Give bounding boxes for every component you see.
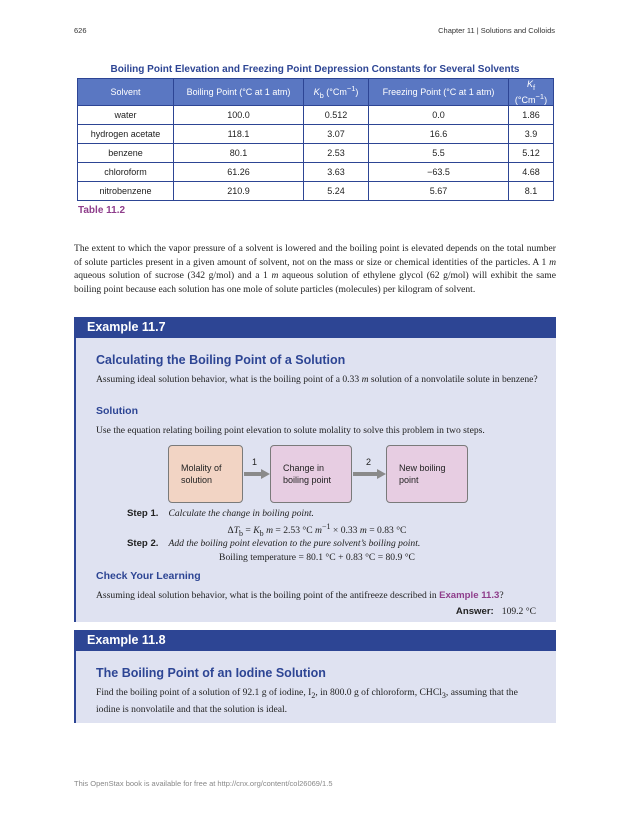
page-number: 626 — [74, 26, 87, 35]
example-question: Assuming ideal solution behavior, what is the boiling point of a 0.33 m solution of a nonvolatile solute in benzene? — [96, 374, 538, 385]
step-2-label: Step 2. — [127, 538, 159, 549]
col-solvent: Solvent — [78, 79, 174, 106]
step-1-text: Calculate the change in boiling point. — [168, 508, 314, 519]
table-cell: 3.9 — [509, 124, 554, 143]
col-kb: $K_b$ $(^\circ Cm^{-1})$ — [304, 79, 369, 106]
table-cell: 3.63 — [304, 162, 369, 181]
step-2 — [127, 538, 420, 549]
table-cell: 5.67 — [369, 181, 509, 200]
table-cell: 118.1 — [174, 124, 304, 143]
col-freezing-point: Freezing Point (°C at 1 atm) — [369, 79, 509, 106]
body-paragraph: The extent to which the vapor pressure of a solvent is lowered and the boiling point is elevated depends on the total number of solute particles present in a given amount of solvent, not on the mass or size or chemical identities of the particles. A 1 m aqueous solution of sucrose (342 g/mol) and a 1 m aqueous solution of ethylene glycol (62 g/mol) will exhibit the same boiling point because each solution has one mole of solute particles (molecules) per kilogram of solvent. — [74, 243, 556, 295]
table-cell: water — [78, 105, 174, 124]
table-cell: nitrobenzene — [78, 181, 174, 200]
table-cell: 0.512 — [304, 105, 369, 124]
table-header-row — [78, 79, 554, 106]
chapter-title: Chapter 11 | Solutions and Colloids — [438, 26, 555, 35]
arrow-1-label: 1 — [252, 457, 258, 467]
answer-label: Answer: — [455, 606, 494, 617]
table-cell: benzene — [78, 143, 174, 162]
example-title: Calculating the Boiling Point of a Solution — [96, 353, 346, 367]
table-row — [78, 181, 554, 200]
table-cell: 8.1 — [509, 181, 554, 200]
table-cell: 1.86 — [509, 105, 554, 124]
constants-table — [77, 78, 554, 201]
example-body — [74, 338, 556, 622]
example-heading: Example 11.8 — [74, 630, 556, 651]
table-label: Table 11.2 — [78, 205, 126, 216]
arrow-2-label: 2 — [366, 457, 372, 467]
solution-heading: Solution — [96, 405, 138, 417]
table-cell: 5.5 — [369, 143, 509, 162]
solution-text: Use the equation relating boiling point elevation to solute molality to solve this problem in two steps. — [96, 425, 485, 436]
step-2-equation: Boiling temperature = 80.1 °C + 0.83 °C = 80.9 °C — [219, 552, 415, 563]
table-caption: Boiling Point Elevation and Freezing Point Depression Constants for Several Solvents — [110, 64, 520, 75]
table-cell: −63.5 — [369, 162, 509, 181]
check-heading: Check Your Learning — [96, 570, 201, 582]
table-cell: 16.6 — [369, 124, 509, 143]
example-heading: Example 11.7 — [74, 317, 556, 338]
table-cell: hydrogen acetate — [78, 124, 174, 143]
step-1-label: Step 1. — [127, 508, 159, 519]
table-cell: chloroform — [78, 162, 174, 181]
check-text: Assuming ideal solution behavior, what is the boiling point of the antifreeze described in Example 11.3? — [96, 590, 504, 601]
example-body — [74, 651, 556, 723]
example-11-8 — [74, 630, 556, 723]
table-cell: 5.24 — [304, 181, 369, 200]
table-row — [78, 143, 554, 162]
flow-box-new-boiling-point: New boiling point — [386, 445, 468, 503]
step-1-equation: $\Delta T_b = K_b$ m = 2.53 °C $m^{-1} \times 0.33$ m = 0.83 °C — [227, 522, 407, 539]
col-boiling-point: Boiling Point (°C at 1 atm) — [174, 79, 304, 106]
table-cell: 4.68 — [509, 162, 554, 181]
arrow-2 — [353, 469, 386, 479]
example-text: Find the boiling point of a solution of 92.1 g of iodine, $I_2$, in 800.0 g of chloroform, CHCl$_3$, assuming that the iodine is nonvolatile and that the solution is ideal. — [96, 687, 518, 715]
step-2-text: Add the boiling point elevation to the pure solvent’s boiling point. — [168, 538, 421, 549]
flow-box-change: Change in boiling point — [270, 445, 352, 503]
check-question: Assuming ideal solution behavior, what is the boiling point of the antifreeze described in — [96, 590, 437, 601]
answer-value: 109.2 °C — [501, 606, 536, 617]
table-cell: 5.12 — [509, 143, 554, 162]
table-cell: 3.07 — [304, 124, 369, 143]
arrow-1 — [244, 469, 270, 479]
table-cell: 210.9 — [174, 181, 304, 200]
example-11-7 — [74, 317, 556, 622]
flow-diagram — [168, 445, 468, 505]
table-cell: 61.26 — [174, 162, 304, 181]
step-1 — [127, 508, 314, 519]
example-title: The Boiling Point of an Iodine Solution — [96, 666, 326, 680]
table-cell: 0.0 — [369, 105, 509, 124]
table-row — [78, 105, 554, 124]
footer-note: This OpenStax book is available for free at http://cnx.org/content/col26069/1.5 — [74, 779, 333, 788]
table-cell: 2.53 — [304, 143, 369, 162]
answer — [456, 606, 536, 617]
example-11-3-link[interactable]: Example 11.3 — [439, 590, 500, 601]
table-cell: 80.1 — [174, 143, 304, 162]
flow-box-molality: Molality of solution — [168, 445, 243, 503]
table-row — [78, 124, 554, 143]
table-row — [78, 162, 554, 181]
table-cell: 100.0 — [174, 105, 304, 124]
col-kf: $K_f$ $(^\circ Cm^{-1})$ — [509, 79, 554, 106]
